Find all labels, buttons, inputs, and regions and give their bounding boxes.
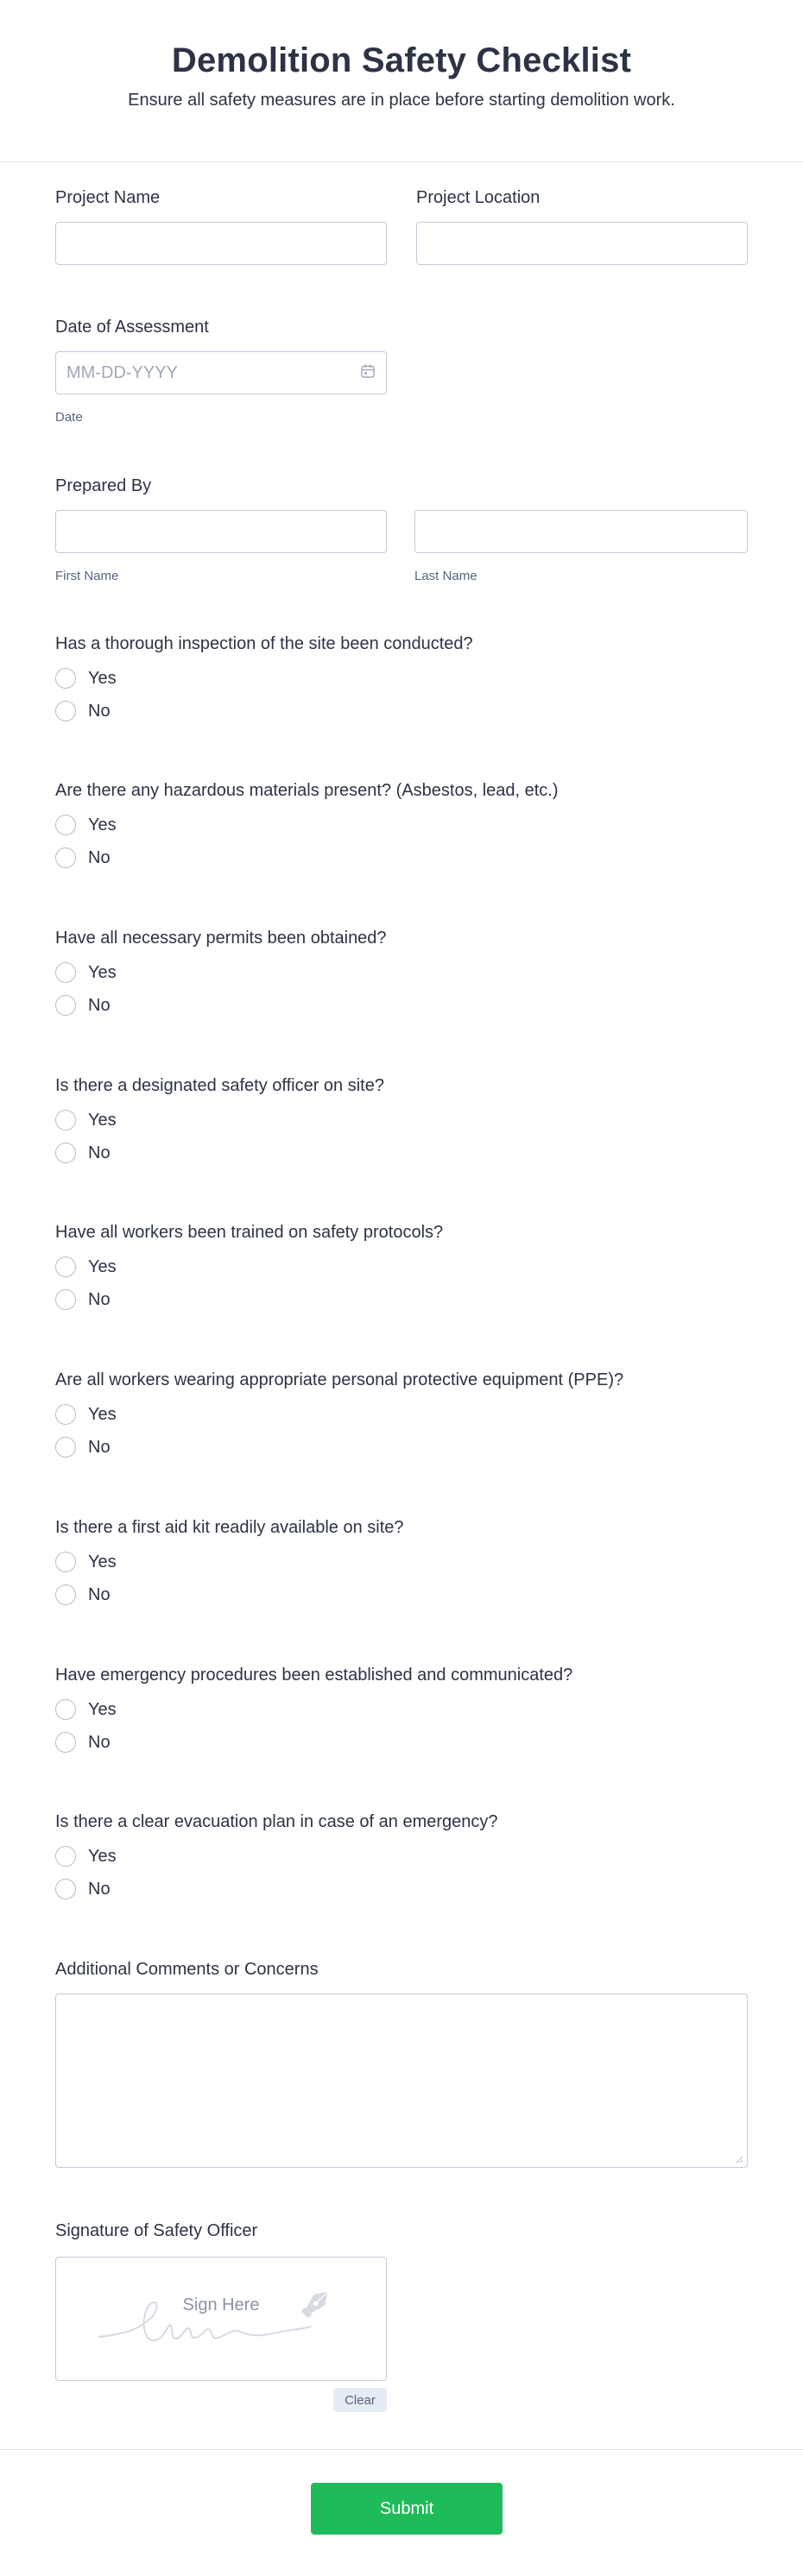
question-label: Have emergency procedures been established and communicated? xyxy=(55,1666,573,1685)
question-8 xyxy=(55,1666,748,1758)
radio-button[interactable] xyxy=(55,847,76,868)
question-9 xyxy=(55,1812,748,1905)
option-label: No xyxy=(88,1732,111,1752)
radio-button[interactable] xyxy=(55,1143,76,1163)
question-label: Is there a designated safety officer on site? xyxy=(55,1076,384,1095)
radio-button[interactable] xyxy=(55,1879,76,1899)
form-header xyxy=(0,0,803,162)
form-subtitle: Ensure all safety measures are in place before starting demolition work. xyxy=(128,91,675,110)
option-label: No xyxy=(88,1437,111,1457)
signature-placeholder: Sign Here xyxy=(182,2296,260,2315)
question-label: Have all necessary permits been obtained? xyxy=(55,929,387,948)
option-no[interactable] xyxy=(55,1284,748,1315)
option-label: No xyxy=(88,1143,111,1162)
option-yes[interactable] xyxy=(55,1251,748,1282)
option-label: Yes xyxy=(88,962,117,982)
option-label: No xyxy=(88,1289,111,1309)
question-3 xyxy=(55,929,748,1021)
question-7 xyxy=(55,1518,748,1610)
question-4 xyxy=(55,1076,748,1168)
option-label: Yes xyxy=(88,1846,117,1866)
option-no[interactable] xyxy=(55,990,748,1021)
option-label: No xyxy=(88,1879,111,1899)
question-label: Has a thorough inspection of the site been conducted? xyxy=(55,634,473,653)
radio-button[interactable] xyxy=(55,1732,76,1753)
date-sublabel: Date xyxy=(55,410,83,425)
signature-field xyxy=(55,2221,748,2408)
option-yes[interactable] xyxy=(55,809,748,841)
radio-button[interactable] xyxy=(55,1289,76,1310)
date-placeholder: MM-DD-YYYY xyxy=(66,362,178,382)
option-label: Yes xyxy=(88,1552,117,1571)
option-label: No xyxy=(88,847,111,867)
question-label: Is there a clear evacuation plan in case of an emergency? xyxy=(55,1812,498,1831)
radio-button[interactable] xyxy=(55,1699,76,1720)
radio-button[interactable] xyxy=(55,1437,76,1458)
last-name-sublabel: Last Name xyxy=(414,569,477,583)
option-yes[interactable] xyxy=(55,1694,748,1725)
project-location-input[interactable] xyxy=(416,222,748,265)
option-yes[interactable] xyxy=(55,1399,748,1430)
option-label: No xyxy=(88,701,111,721)
option-no[interactable] xyxy=(55,1432,748,1463)
option-no[interactable] xyxy=(55,696,748,727)
option-label: No xyxy=(88,995,111,1015)
project-name-input[interactable] xyxy=(55,222,387,265)
project-name-label: Project Name xyxy=(55,188,161,207)
project-location-label: Project Location xyxy=(416,188,541,207)
option-yes[interactable] xyxy=(55,957,748,988)
comments-field xyxy=(55,1960,748,2168)
option-label: Yes xyxy=(88,668,117,688)
signature-scribble-icon xyxy=(56,2258,388,2382)
question-label: Is there a first aid kit readily available on site? xyxy=(55,1518,404,1537)
option-label: Yes xyxy=(88,1404,117,1424)
comments-textarea[interactable] xyxy=(55,1993,748,2168)
calendar-icon[interactable] xyxy=(360,363,376,383)
submit-button[interactable]: Submit xyxy=(311,2483,503,2535)
option-label: Yes xyxy=(88,1110,117,1130)
first-name-sublabel: First Name xyxy=(55,569,119,583)
radio-button[interactable] xyxy=(55,1110,76,1131)
signature-clear-button[interactable]: Clear xyxy=(333,2388,387,2412)
option-label: Yes xyxy=(88,1257,117,1276)
prepared-by-field xyxy=(55,476,748,583)
radio-button[interactable] xyxy=(55,1846,76,1867)
question-2 xyxy=(55,781,748,873)
form-title: Demolition Safety Checklist xyxy=(171,41,632,79)
option-yes[interactable] xyxy=(55,663,748,694)
option-no[interactable] xyxy=(55,1874,748,1905)
option-label: No xyxy=(88,1584,111,1604)
radio-button[interactable] xyxy=(55,962,76,983)
radio-button[interactable] xyxy=(55,701,76,721)
resize-handle-icon[interactable] xyxy=(735,2155,743,2163)
question-label: Are all workers wearing appropriate personal protective equipment (PPE)? xyxy=(55,1370,624,1389)
option-yes[interactable] xyxy=(55,1841,748,1872)
option-yes[interactable] xyxy=(55,1546,748,1578)
question-6 xyxy=(55,1370,748,1463)
radio-button[interactable] xyxy=(55,1584,76,1605)
project-row xyxy=(55,188,748,265)
date-field xyxy=(55,318,748,425)
option-label: Yes xyxy=(88,815,117,835)
first-name-input[interactable] xyxy=(55,510,387,553)
radio-button[interactable] xyxy=(55,1552,76,1572)
signature-label: Signature of Safety Officer xyxy=(55,2221,258,2240)
question-label: Have all workers been trained on safety protocols? xyxy=(55,1223,444,1242)
question-5 xyxy=(55,1223,748,1315)
date-label: Date of Assessment xyxy=(55,318,209,337)
option-no[interactable] xyxy=(55,1727,748,1758)
last-name-input[interactable] xyxy=(414,510,748,553)
radio-button[interactable] xyxy=(55,815,76,835)
question-label: Are there any hazardous materials present? (Asbestos, lead, etc.) xyxy=(55,781,559,800)
option-no[interactable] xyxy=(55,842,748,873)
radio-button[interactable] xyxy=(55,668,76,689)
date-input[interactable] xyxy=(55,351,387,394)
comments-label: Additional Comments or Concerns xyxy=(55,1960,319,1979)
question-1 xyxy=(55,634,748,727)
radio-button[interactable] xyxy=(55,1404,76,1425)
option-no[interactable] xyxy=(55,1137,748,1168)
signature-pad[interactable] xyxy=(55,2257,387,2381)
form-footer xyxy=(0,2449,803,2576)
project-name-field xyxy=(55,188,387,265)
option-no[interactable] xyxy=(55,1579,748,1610)
option-yes[interactable] xyxy=(55,1105,748,1136)
project-location-field xyxy=(416,188,748,265)
radio-button[interactable] xyxy=(55,1257,76,1277)
option-label: Yes xyxy=(88,1699,117,1719)
radio-button[interactable] xyxy=(55,995,76,1016)
prepared-by-label: Prepared By xyxy=(55,476,152,495)
